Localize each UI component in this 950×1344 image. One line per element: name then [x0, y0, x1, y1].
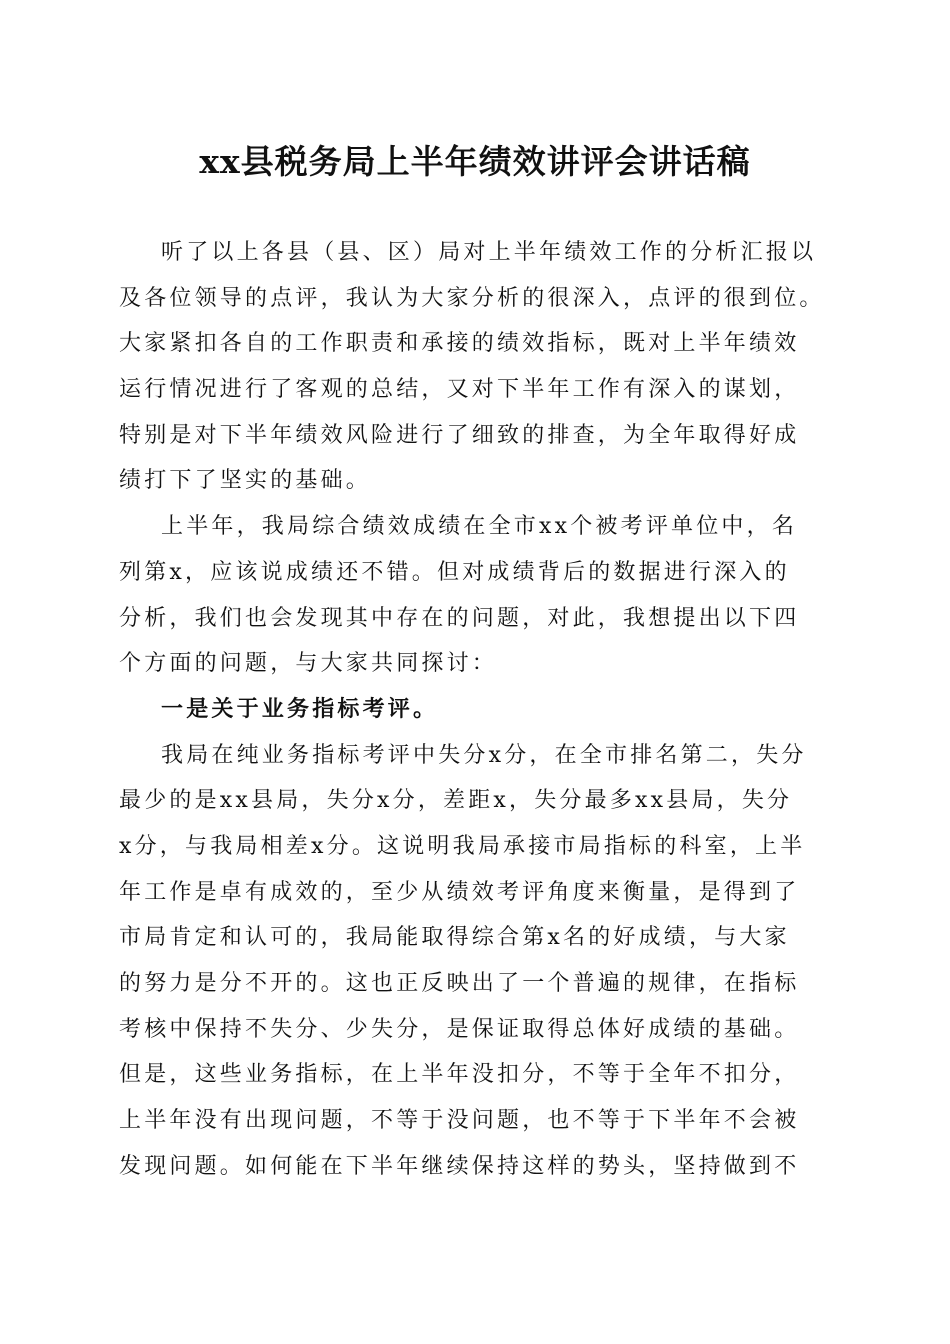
paragraph-line: 听了以上各县（县、区）局对上半年绩效工作的分析汇报以: [161, 240, 817, 265]
paragraph-line: 分析，我们也会发现其中存在的问题，对此，我想提出以下四: [119, 605, 800, 631]
paragraph-line: 年工作是卓有成效的，至少从绩效考评角度来衡量，是得到了: [119, 879, 800, 905]
paragraph-line: 考核中保持不失分、少失分，是保证取得总体好成绩的基础。: [119, 1016, 800, 1042]
paragraph-line: 最少的是xx县局，失分x分，差距x，失分最多xx县局，失分: [119, 788, 793, 814]
section-heading: 一是关于业务指标考评。: [161, 695, 439, 722]
paragraph-line: 特别是对下半年绩效风险进行了细致的排查，为全年取得好成: [119, 422, 800, 448]
paragraph-line: 的努力是分不开的。这也正反映出了一个普遍的规律，在指标: [119, 971, 800, 996]
paragraph-line: 上半年，我局综合绩效成绩在全市xx个被考评单位中，名: [161, 514, 798, 540]
paragraph-line: 列第x，应该说成绩还不错。但对成绩背后的数据进行深入的: [119, 559, 790, 585]
paragraph-line: 上半年没有出现问题，不等于没问题，也不等于下半年不会被: [119, 1108, 800, 1134]
paragraph-line: 个方面的问题，与大家共同探讨：: [119, 651, 498, 677]
paragraph-line: 发现问题。如何能在下半年继续保持这样的势头，坚持做到不: [119, 1153, 800, 1179]
paragraph-line: 市局肯定和认可的，我局能取得综合第x名的好成绩，与大家: [119, 925, 790, 951]
paragraph-line: x分，与我局相差x分。这说明我局承接市局指标的科室，上半: [119, 833, 806, 859]
paragraph-line: 大家紧扣各自的工作职责和承接的绩效指标，既对上半年绩效: [119, 331, 800, 357]
document-title: xx县税务局上半年绩效讲评会讲话稿: [199, 142, 751, 181]
paragraph-line: 我局在纯业务指标考评中失分x分，在全市排名第二，失分: [161, 742, 807, 768]
document-body: [119, 230, 839, 1189]
paragraph-line: 绩打下了坚实的基础。: [119, 468, 372, 494]
paragraph-line: 运行情况进行了客观的总结，又对下半年工作有深入的谋划，: [119, 377, 800, 403]
paragraph-line: 及各位领导的点评，我认为大家分析的很深入，点评的很到位。: [119, 285, 825, 311]
paragraph-line: 但是，这些业务指标，在上半年没扣分，不等于全年不扣分，: [119, 1062, 800, 1088]
